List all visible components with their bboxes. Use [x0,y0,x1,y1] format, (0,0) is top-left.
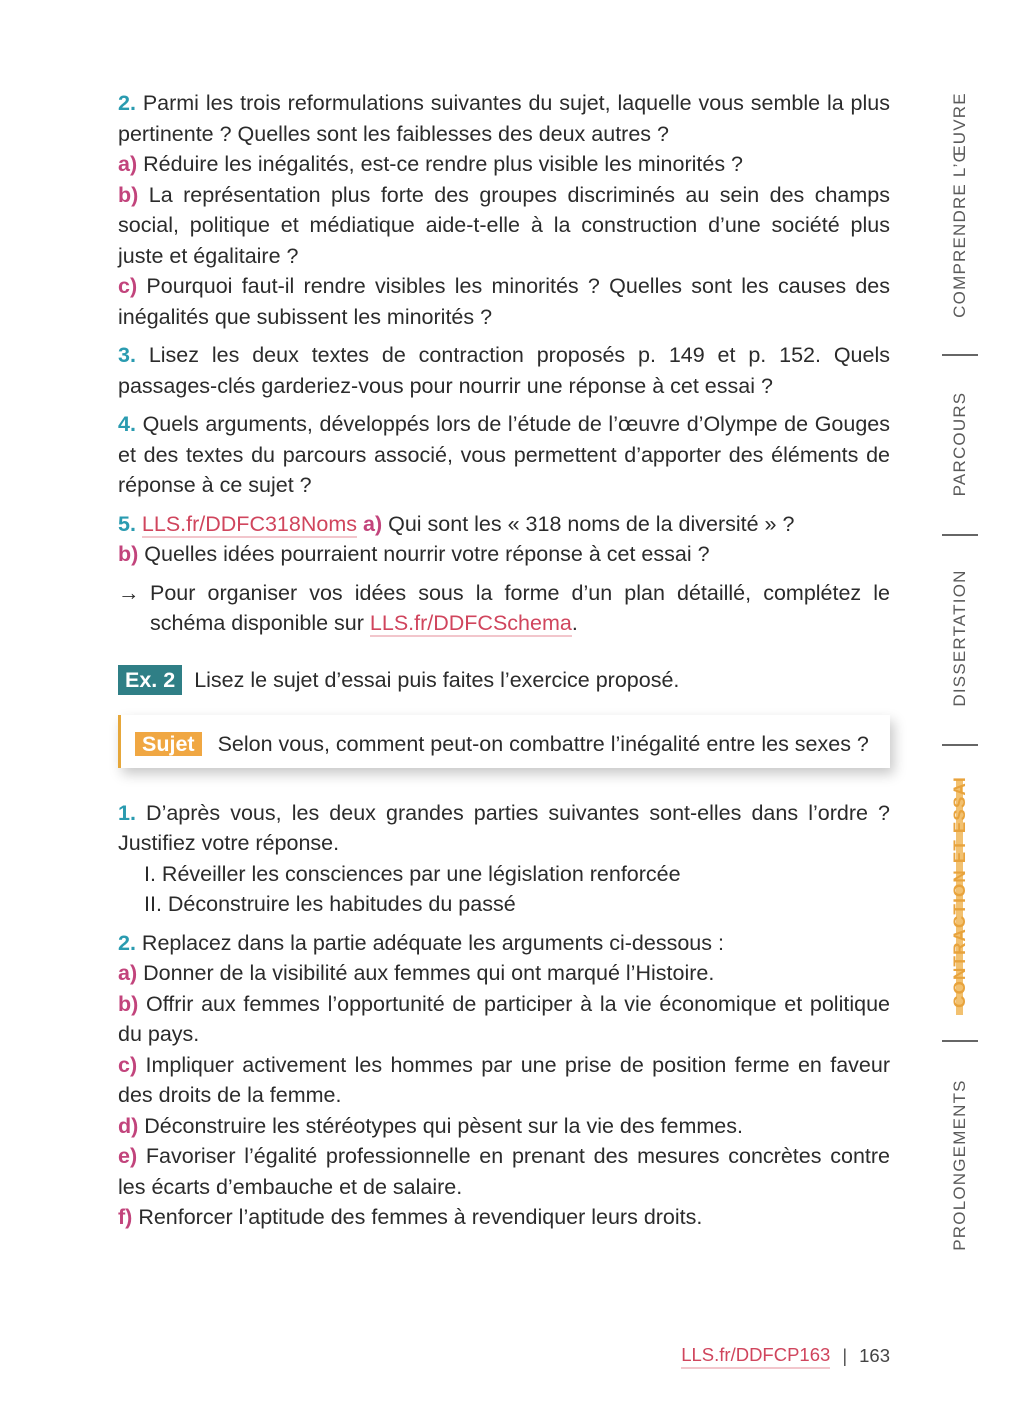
question-5-line-1 [118,509,890,540]
option-label: b) [118,991,139,1016]
sujet-text [135,729,876,760]
sidebar-item-parcours[interactable]: PARCOURS [950,391,969,497]
argument-f [118,1202,890,1233]
question-text: Quels arguments, développés lors de l’étude de l’œuvre d’Olympe de Gouges et des textes du parcours associé, vous permettent d’apporter des éléments de réponse à ce sujet ? [118,412,890,497]
option-text: Quelles idées pourraient nourrir votre réponse à cet essai ? [144,542,710,566]
question-number: 3. [118,343,136,367]
sidebar-separator [942,744,978,746]
sidebar-separator [942,534,978,536]
option-text: Renforcer l’aptitude des femmes à revendiquer leurs droits. [138,1205,703,1229]
sidebar-item-dissertation[interactable]: DISSERTATION [950,569,969,707]
option-label: a) [362,511,383,536]
option-label: a) [118,961,138,985]
page-footer [681,1343,890,1369]
sujet-badge: Sujet [135,732,202,756]
question-number: 1. [118,800,136,825]
question-2-text [118,88,890,149]
section-sidebar [938,80,982,1260]
part-ii: II. Déconstruire les habitudes du passé [144,892,516,916]
punctuation: . [571,611,578,635]
option-text: Pourquoi faut-il rendre visibles les minorités ? Quelles sont les causes des inégalités que subissent les minorités ? [118,274,890,329]
option-label: d) [118,1113,139,1138]
instruction-text: Pour organiser vos idées sous la forme d’un plan détaillé, complétez le schéma disponible sur [150,580,890,635]
argument-d [118,1111,890,1142]
option-label: f) [118,1205,133,1229]
option-text: Impliquer activement les hommes par une prise de position ferme en faveur des droits de la femme. [118,1052,890,1107]
sujet-box [118,715,890,768]
sidebar-separator [942,354,978,356]
plan-instruction-text [150,578,890,639]
sidebar-separator [942,1040,978,1042]
page-number: 163 [859,1345,890,1366]
option-label: b) [118,542,139,566]
question-5 [118,509,890,570]
question-text: D’après vous, les deux grandes parties suivantes sont-elles dans l’ordre ? Justifiez votre réponse. [118,800,890,855]
option-c [118,271,890,332]
exercise-instruction: Lisez le sujet d’essai puis faites l’exercice proposé. [194,667,680,692]
option-b [118,180,890,272]
question-text: Replacez dans la partie adéquate les arguments ci-dessous : [141,930,724,955]
sidebar-item-contraction-essai[interactable]: CONTRACTION ET ESSAI [950,776,969,1008]
ddfcschema-link[interactable]: LLS.fr/DDFCSchema [369,611,572,635]
exercise-2-heading [118,665,890,696]
option-text: Favoriser l’égalité professionnelle en prenant des mesures concrètes contre les écarts d’embauche et de salaire. [118,1144,890,1199]
sidebar-item-prolongements[interactable]: PROLONGEMENTS [950,1079,969,1251]
plan-instruction [118,578,890,639]
question-3 [118,340,890,401]
sidebar-item-comprendre-oeuvre[interactable]: COMPRENDRE L’ŒUVRE [950,92,969,318]
sujet-question: Selon vous, comment peut-on combattre l’inégalité entre les sexes ? [217,732,869,756]
footer-separator: | [842,1345,848,1366]
argument-c [118,1050,890,1111]
part-i: I. Réveiller les consciences par une législation renforcée [144,861,681,886]
ex2-question-1 [118,798,890,859]
question-number: 2. [118,930,136,955]
question-number: 2. [118,91,136,115]
option-label: a) [118,152,138,176]
option-text: Offrir aux femmes l’opportunité de participer à la vie économique et politique du pays. [118,991,890,1046]
ddfc318noms-link[interactable]: LLS.fr/DDFC318Noms [141,511,357,536]
option-text: Donner de la visibilité aux femmes qui ont marqué l’Histoire. [143,961,715,985]
option-text: La représentation plus forte des groupes discriminés au sein des champs social, politique et médiatique aide-t-elle à la construction d’une société plus juste et égalitaire ? [118,182,890,268]
main-content [118,88,890,1233]
argument-e [118,1141,890,1202]
option-text: Qui sont les « 318 noms de la diversité » ? [388,511,795,536]
arrow-right-icon: → [118,580,140,605]
argument-a [118,958,890,989]
exercise-badge: Ex. 2 [118,665,182,695]
option-a [118,149,890,180]
option-text: Réduire les inégalités, est-ce rendre plus visible les minorités ? [143,152,743,176]
question-number: 4. [118,412,136,436]
question-text: Parmi les trois reformulations suivantes du sujet, laquelle vous semble la plus pertinente ? Quelles sont les faiblesses des deux autres ? [118,91,890,146]
question-text: Lisez les deux textes de contraction proposés p. 149 et p. 152. Quels passages-clés garderiez-vous pour nourrir une réponse à cet essai ? [118,343,890,398]
exercise-2-questions [118,798,890,1233]
question-number: 5. [118,511,136,536]
option-label: c) [118,1052,138,1077]
question-2 [118,88,890,332]
option-text: Déconstruire les stéréotypes qui pèsent sur la vie des femmes. [144,1113,743,1138]
option-label: c) [118,274,138,298]
question-4 [118,409,890,501]
option-label: e) [118,1144,138,1168]
ex2-question-2 [118,928,890,959]
question-5-line-2 [118,539,890,570]
footer-link[interactable]: LLS.fr/DDFCP163 [681,1343,830,1369]
option-label: b) [118,182,139,207]
argument-b [118,989,890,1050]
